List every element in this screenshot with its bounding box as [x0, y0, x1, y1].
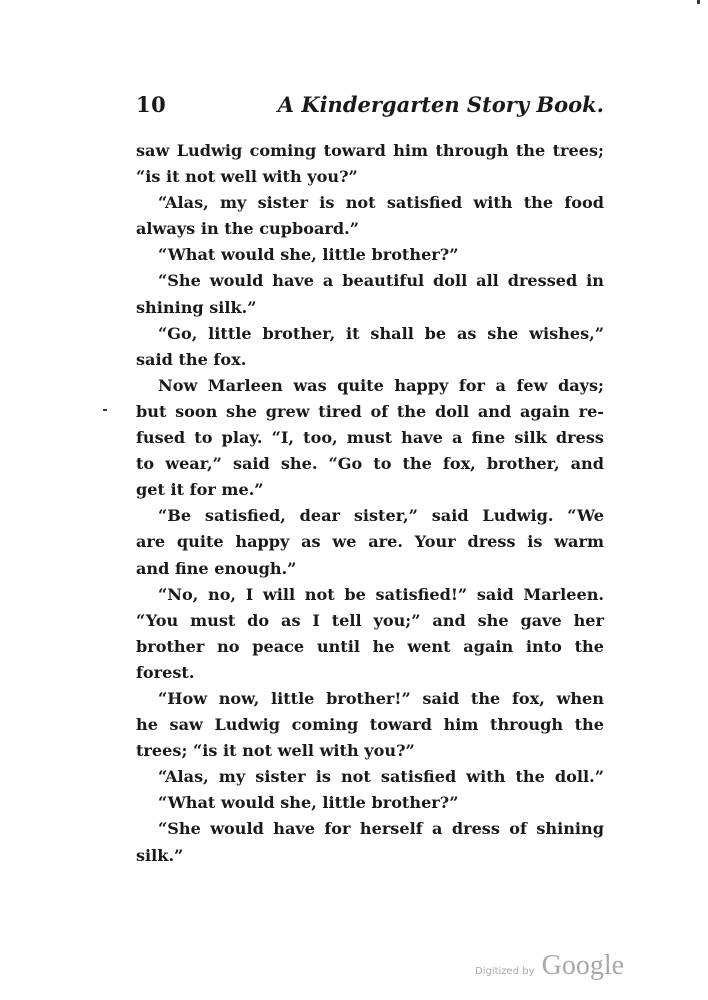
text-line: forest.: [136, 662, 195, 682]
text-line: shining silk.”: [136, 297, 257, 317]
running-title: A Kindergarten Story Book.: [277, 92, 604, 117]
text-line: “What would she, little brother?”: [158, 793, 459, 813]
text-line: “She would have a beautiful doll all dressed in: [158, 271, 604, 291]
story-text: [136, 138, 604, 869]
page-number: 10: [136, 92, 167, 117]
digitized-by-label: Digitized by: [475, 966, 535, 977]
digitized-by-watermark: [475, 950, 624, 980]
google-logo: Google: [541, 950, 625, 981]
text-line: saw Ludwig coming toward him through the trees;: [136, 141, 604, 160]
text-line: and fine enough.”: [136, 558, 297, 578]
text-line: Now Marleen was quite happy for a few days;: [158, 375, 604, 395]
text-line: “She would have for herself a dress of shining: [158, 819, 604, 839]
text-line: “What would she, little brother?”: [158, 245, 459, 265]
text-line: he saw Ludwig coming toward him through the: [136, 715, 604, 735]
text-line: trees; “is it not well with you?”: [136, 741, 415, 761]
text-line: brother no peace until he went again into the: [136, 636, 604, 656]
text-line: “You must do as I tell you;” and she gave her: [136, 610, 604, 630]
text-line: “Alas, my sister is not satisfied with the doll.”: [158, 767, 604, 787]
text-line: “How now, little brother!” said the fox, when: [158, 688, 604, 708]
text-line: “No, no, I will not be satisfied!” said Marleen.: [158, 584, 604, 604]
text-line: “is it not well with you?”: [136, 167, 358, 187]
text-line: are quite happy as we are. Your dress is warm: [136, 532, 604, 552]
text-line: fused to play. “I, too, must have a fine silk dress: [136, 428, 604, 448]
text-line: but soon she grew tired of the doll and again re-: [136, 401, 604, 421]
text-line: to wear,” said she. “Go to the fox, brother, and: [136, 454, 604, 474]
page-header: [136, 92, 604, 122]
corner-speck: [697, 0, 700, 4]
text-line: silk.”: [136, 845, 184, 865]
text-line: “Go, little brother, it shall be as she wishes,”: [158, 323, 604, 343]
text-line: “Alas, my sister is not satisfied with the food: [158, 193, 604, 213]
margin-speck: [103, 409, 107, 411]
text-line: always in the cupboard.”: [136, 219, 359, 239]
text-line: said the fox.: [136, 349, 247, 369]
text-line: “Be satisfied, dear sister,” said Ludwig. “We: [158, 506, 604, 526]
text-line: get it for me.”: [136, 480, 264, 500]
